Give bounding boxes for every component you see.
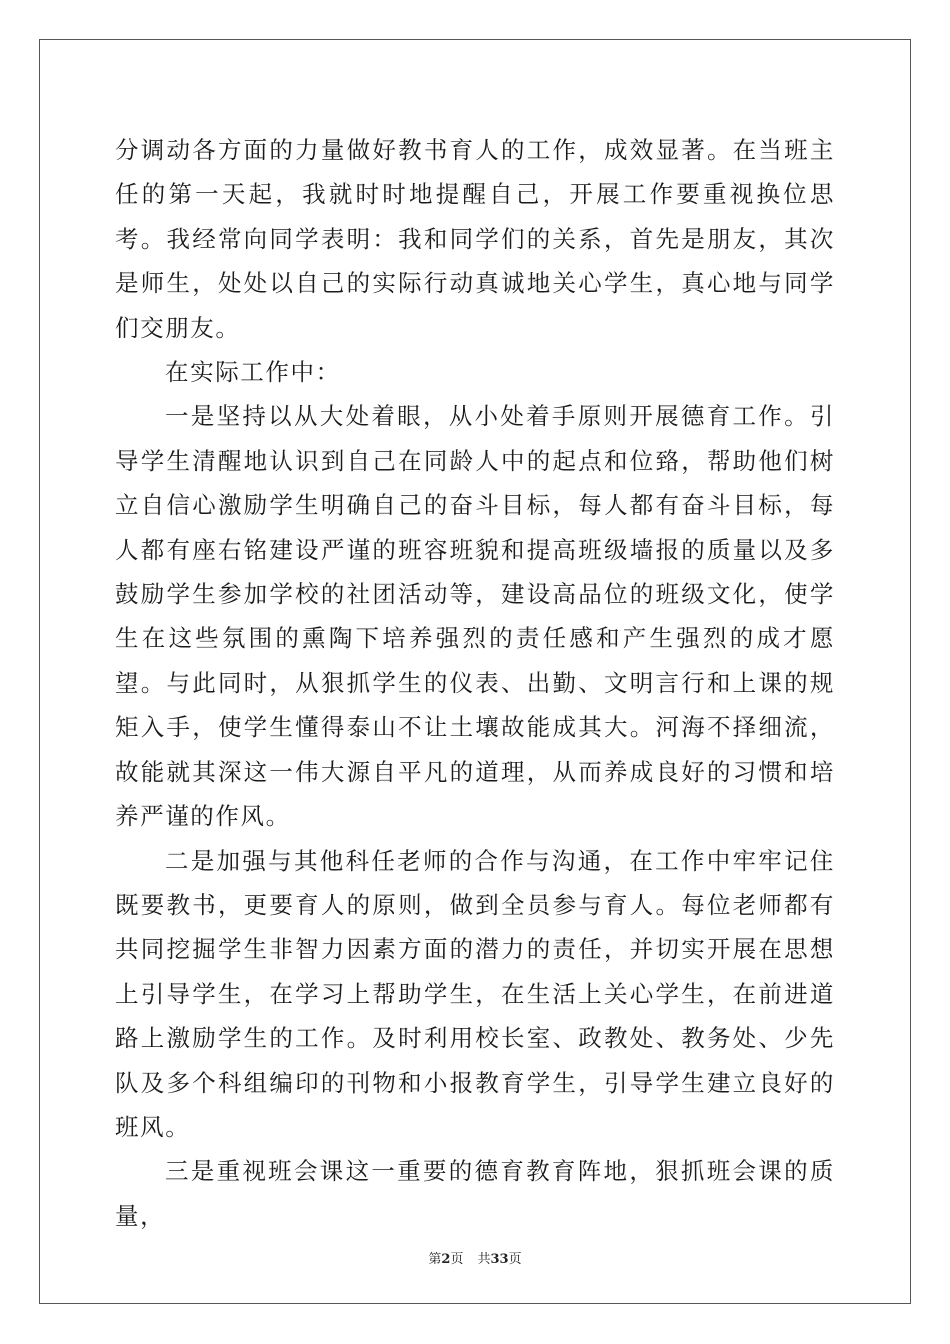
paragraph-4: 二是加强与其他科任老师的合作与沟通，在工作中牢牢记住既要教书，更要育人的原则，做到全员参与育人。每位老师都有共同挖掘学生非智力因素方面的潜力的责任，并切实开展在思想上引导学生，在学习上帮助学生，在生活上关心学生，在前进道路上激励学生的工作。及时利用校长室、政教处、教务处、少先队及多个科组编印的刊物和小报教育学生，引导学生建立良好的班风。 xyxy=(115,846,835,1141)
paragraph-2: 在实际工作中： xyxy=(165,358,341,387)
page-suffix: 页 xyxy=(450,1252,464,1267)
total-pages: 33 xyxy=(490,1252,509,1267)
page-prefix: 第 xyxy=(428,1252,442,1267)
document-body xyxy=(115,128,835,1238)
paragraph-3: 一是坚持以从大处着眼，从小处着手原则开展德育工作。引导学生清醒地认识到自己在同龄人中的起点和位臵，帮助他们树立自信心激励学生明确自己的奋斗目标，每人都有奋斗目标，每人都有座右铭建设严谨的班容班貌和提高班级墙报的质量以及多鼓励学生参加学校的社团活动等，建设高品位的班级文化，使学生在这些氛围的熏陶下培养强烈的责任感和产生强烈的成才愿望。与此同时，从狠抓学生的仪表、出勤、文明言行和上课的规矩入手，使学生懂得泰山不让土壤故能成其大。河海不择细流，故能就其深这一伟大源自平凡的道理，从而养成良好的习惯和培养严谨的作风。 xyxy=(115,402,835,831)
total-prefix: 共 xyxy=(477,1252,491,1267)
paragraph-1: 分调动各方面的力量做好教书育人的工作，成效显著。在当班主任的第一天起，我就时时地提醒自己，开展工作要重视换位思考。我经常向同学表明：我和同学们的关系，首先是朋友，其次是师生，处处以自己的实际行动真诚地关心学生，真心地与同学们交朋友。 xyxy=(115,136,835,342)
page-footer xyxy=(0,1248,950,1267)
page-number: 2 xyxy=(441,1252,451,1267)
paragraph-5: 三是重视班会课这一重要的德育教育阵地，狠抓班会课的质量， xyxy=(115,1157,835,1230)
total-suffix: 页 xyxy=(508,1252,522,1267)
